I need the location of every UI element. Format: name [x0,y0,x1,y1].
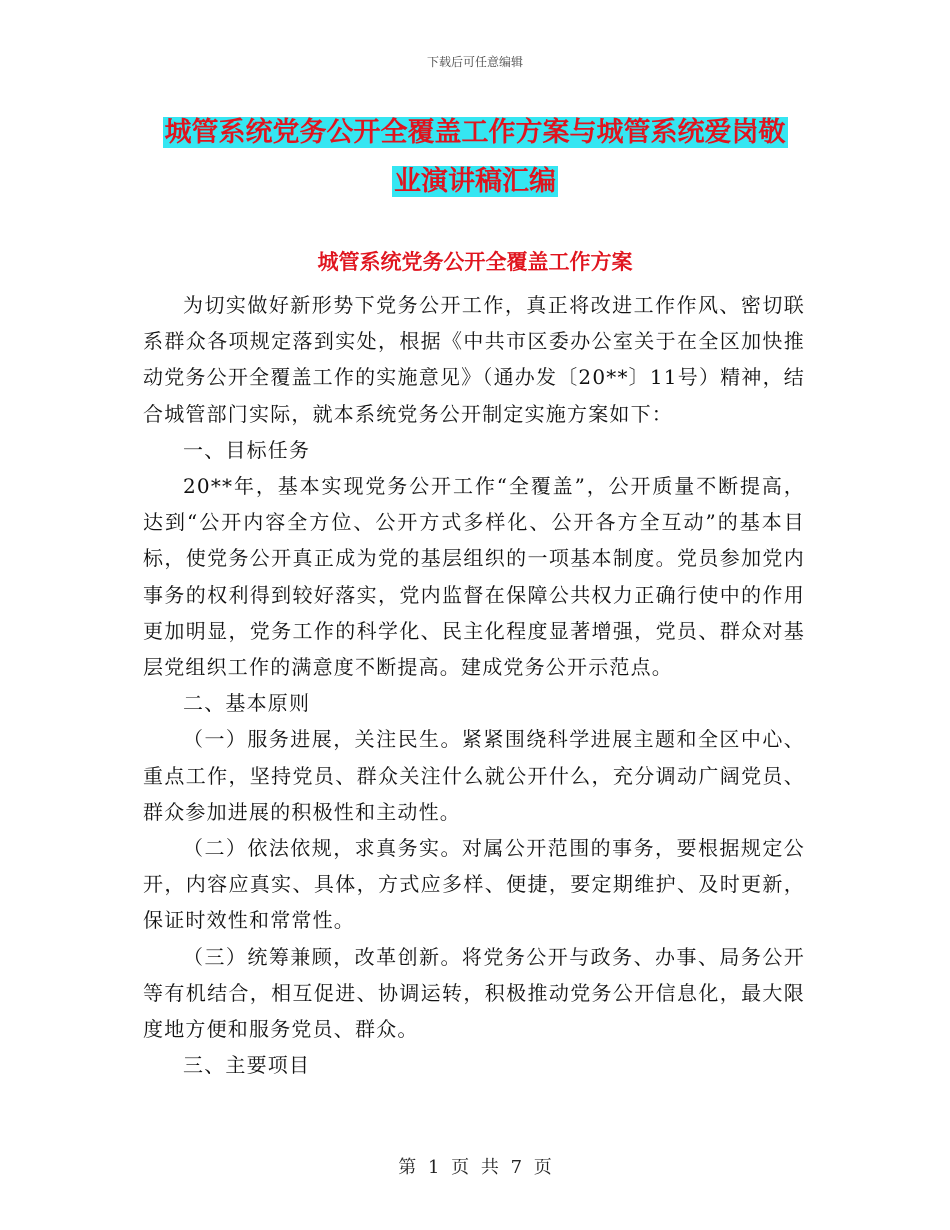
heading-principles: 二、基本原则 [183,691,311,716]
paragraph-principle-2: （二）依法依规，求真务实。对属公开范围的事务，要根据规定公开，内容应真实、具体，方式应多样、便捷，要定期维护、及时更新，保证时效性和常常性。 [143,836,805,933]
title-line-1: 城管系统党务公开全覆盖工作方案与城管系统爱岗敬 [164,117,786,148]
header-note: 下载后可任意编辑 [426,55,523,69]
paragraph-intro: 为切实做好新形势下党务公开工作，真正将改进工作作风、密切联系群众各项规定落到实处，根据《中共市区委办公室关于在全区加快推动党务公开全覆盖工作的实施意见》（通办发〔20**〕11号）精神，结合城管部门实际，就本系统党务公开制定实施方案如下： [143,293,805,426]
document-title [0,108,950,206]
document-body [143,287,805,1083]
title-line-2: 业演讲稿汇编 [394,166,556,197]
heading-objectives: 一、目标任务 [183,437,311,462]
paragraph-principle-3: （三）统筹兼顾，改革创新。将党务公开与政务、办事、局务公开等有机结合，相互促进、协调运转，积极推动党务公开信息化，最大限度地方便和服务党员、群众。 [143,944,805,1042]
paragraph-principle-1: （一）服务进展，关注民生。紧紧围绕科学进展主题和全区中心、重点工作，坚持党员、群众关注什么就公开什么，充分调动广阔党员、群众参加进展的积极性和主动性。 [143,727,805,824]
paragraph-objectives: 20**年，基本实现党务公开工作“全覆盖”，公开质量不断提高，达到“公开内容全方位、公开方式多样化、公开各方全互动”的基本目标，使党务公开真正成为党的基层组织的一项基本制度。党员参加党内事务的权利得到较好落实，党内监督在保障公共权力正确行使中的作用更加明显，党务工作的科学化、民主化程度显著增强，党员、群众对基层党组织工作的满意度不断提高。建成党务公开示范点。 [143,474,805,680]
section-title: 城管系统党务公开全覆盖工作方案 [317,249,633,274]
heading-main-items: 三、主要项目 [183,1053,311,1078]
page-footer: 第 1 页 共 7 页 [398,1157,552,1178]
